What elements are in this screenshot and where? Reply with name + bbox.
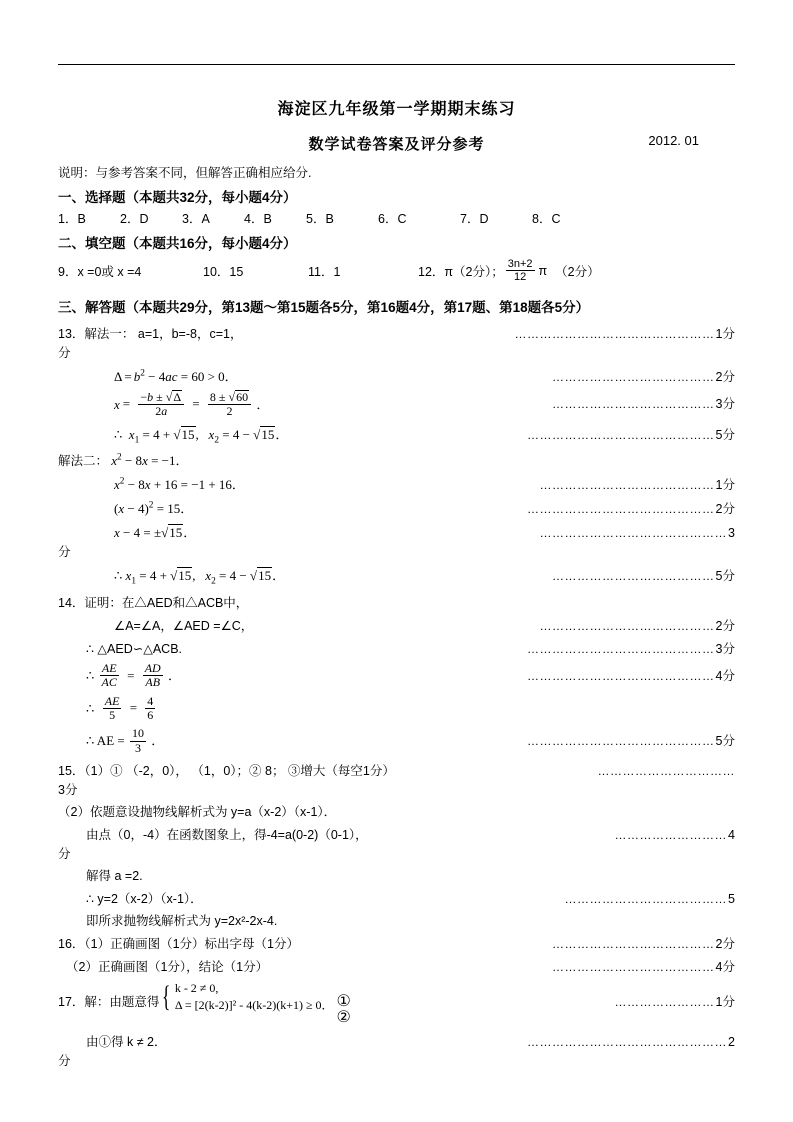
dots: ………………………………… xyxy=(564,892,728,907)
fraction-numerator: AE xyxy=(104,693,120,708)
q13-lead: 13．解法一： a=1，b=-8，c=1， xyxy=(58,326,243,341)
q14-therefore: ∴ xyxy=(86,667,95,683)
circled-1: ① xyxy=(336,992,351,1010)
q17-from-1: 由①得 k ≠ 2． xyxy=(86,1035,167,1050)
q13-score-6: 1分 xyxy=(715,478,735,493)
period: ． xyxy=(167,667,181,683)
dots: ………………………………… xyxy=(552,960,715,975)
q15-expression: ∴ y=2（x-2）（x-1）． xyxy=(86,892,203,907)
fraction-numerator: −b ± √Δ xyxy=(140,389,182,404)
q13-line-4 xyxy=(58,424,735,446)
fraction-numerator: 10 xyxy=(131,726,144,741)
q15-line-4 xyxy=(58,866,735,884)
q13-line-3 xyxy=(58,390,735,419)
dots: ………………………………………… xyxy=(514,326,715,341)
q14-line-4 xyxy=(58,662,735,690)
q13-score-3: 3分 xyxy=(715,397,735,412)
q13-delta-expr: $\Delta = b^2 - 4ac = 60 > 0$． xyxy=(114,368,238,384)
q16-line-2 xyxy=(58,957,735,975)
q14-line-2 xyxy=(58,616,735,634)
fraction-3n2-12 xyxy=(506,258,535,284)
q13-line-6 xyxy=(58,474,735,493)
dots: ………………………………… xyxy=(552,937,715,952)
q15-score-3: 4 xyxy=(728,828,735,843)
q14-similar: ∴ △AED∽△ACB. xyxy=(86,641,183,656)
circled-numbers xyxy=(334,994,351,1028)
system-equations xyxy=(175,980,334,1012)
q13-complete-square: $x^2 - 8x + 16 = -1 + 16$． xyxy=(114,476,245,493)
choice-6: 6．C xyxy=(378,212,407,226)
q13-line-9 xyxy=(58,565,735,587)
q17-line-2 xyxy=(58,1032,735,1050)
dots: ………………………………… xyxy=(552,569,715,584)
q14-angles: ∠A=∠A，∠AED =∠C， xyxy=(114,618,254,633)
q16-part2: （2）正确画图（1分），结论（1分） xyxy=(66,960,269,975)
q14-therefore-2: ∴ xyxy=(86,700,95,716)
q15-solve-a: 解得 a =2. xyxy=(86,869,143,884)
fraction-numerator: AD xyxy=(144,660,161,675)
q15-substitute: 由点（0，-4）在函数图象上，得-4=a(0-2)（0-1）， xyxy=(86,828,368,843)
fraction-denominator: 6 xyxy=(147,708,154,722)
system-eq-1: k - 2 ≠ 0, xyxy=(174,981,219,996)
q17-score-2: 2 xyxy=(728,1035,735,1050)
subtitle-row xyxy=(58,133,735,154)
q13-hang-1: 分 xyxy=(58,345,71,360)
q15-line-3 xyxy=(58,825,735,843)
q13-sqrt-step: x − 4 = ±√15． xyxy=(114,525,197,541)
instructions-note: 说明：与参考答案不同，但解答正确相应给分. xyxy=(58,166,312,180)
system-brace xyxy=(159,980,333,1012)
q15-line-5 xyxy=(58,889,735,907)
dots: …………………… xyxy=(614,994,715,1009)
q15-line-1 xyxy=(58,761,735,779)
fraction-numerator: 8 ± √60 xyxy=(209,389,249,404)
q17-lead: 17．解：由题意得 xyxy=(58,994,160,1009)
period: ． xyxy=(151,733,165,749)
fraction-numerator: 3n+2 xyxy=(507,258,533,270)
q14-prove-lead: 14．证明：在△AED和△ACB中， xyxy=(58,595,249,610)
fill-12-score: （2分） xyxy=(555,264,600,279)
q14-result xyxy=(86,727,164,755)
q17-line-1 xyxy=(58,980,735,1027)
choice-1: 1．B xyxy=(58,212,86,226)
fraction-ae-5 xyxy=(103,695,122,723)
dots: ……………………………………… xyxy=(527,427,715,442)
fill-12: 12．π（2分）； xyxy=(418,264,504,279)
q16-line-1 xyxy=(58,934,735,952)
q13-line-7 xyxy=(58,498,735,517)
q14-line-1 xyxy=(58,593,735,611)
system-eq-2: Δ = [2(k-2)]² - 4(k-2)(k+1) ≥ 0． xyxy=(174,997,334,1012)
section-2-answers xyxy=(58,258,735,284)
quad-value-fraction xyxy=(208,390,251,419)
page-title: 海淀区九年级第一学期期末练习 xyxy=(277,101,516,118)
choice-7: 7．D xyxy=(460,212,489,226)
q15-final: 即所求抛物线解析式为 y=2x²-2x-4. xyxy=(86,914,278,929)
q15-part1-body: （-2，0）， （1，0）；② 8； ③增大（每空1分） xyxy=(126,764,395,779)
q13-line-8 xyxy=(58,522,735,541)
brace-glyph: { xyxy=(162,979,171,1013)
q15-part2: （2）依题意设抛物线解析式为 y=a（x-2）（x-1）． xyxy=(58,805,337,820)
section-1-heading: 一、选择题（本题共32分，每小题4分） xyxy=(58,190,297,205)
fraction-numerator: AE xyxy=(101,660,117,675)
fraction-denominator: 2 xyxy=(208,404,251,418)
q15-part1-lead: 15．（1）① xyxy=(58,764,123,779)
q14-score-2: 2分 xyxy=(715,618,735,633)
circled-2: ② xyxy=(336,1009,351,1027)
q16-score-1: 2分 xyxy=(715,937,735,952)
dots: ………………………………………… xyxy=(527,1035,728,1050)
q15-part1 xyxy=(58,761,395,779)
fraction-10-3 xyxy=(130,727,146,755)
header-rule xyxy=(58,64,735,65)
dots: ……………………………………… xyxy=(527,734,715,749)
q15-line-2 xyxy=(58,802,735,820)
fraction-denominator: AC xyxy=(101,675,117,690)
q14-ratio-1 xyxy=(86,662,181,690)
quad-formula-fraction xyxy=(138,390,184,419)
q17-hang-2: 分 xyxy=(58,1054,71,1069)
fraction-ad-ab xyxy=(143,662,163,690)
q15-hang-3: 分 xyxy=(58,847,71,862)
dots: ……………………… xyxy=(614,828,728,843)
fill-9: 9．x =0或 x =4 xyxy=(58,264,142,279)
q13-hang-8: 分 xyxy=(58,545,71,560)
page-subtitle: 数学试卷答案及评分参考 xyxy=(308,136,485,153)
q13-roots: ∴ $x_1 = 4 + √15$, $x_2 = 4 - √15$． xyxy=(114,426,289,446)
q13-root-formula: x = $\frac{-b \pm √\Delta}{2a}$ = $\frac{8 \pm √60}{2}$ ． xyxy=(114,389,270,419)
q14-line-5 xyxy=(58,695,735,723)
dots: ……………………………………… xyxy=(527,502,715,517)
q13-score-2: 2分 xyxy=(715,369,735,384)
fill-12-pi: π xyxy=(538,263,548,278)
fraction-denominator: 2a xyxy=(138,404,184,418)
section-3-heading: 三、解答题（本题共29分，第13题～第15题各5分，第16题4分，第17题、第18题各5分） xyxy=(58,299,590,315)
choice-2: 2．D xyxy=(120,212,149,226)
q13-line-2 xyxy=(58,366,735,385)
q14-ratio-2 xyxy=(86,695,157,723)
fill-10: 10．15 xyxy=(203,264,244,279)
fraction-4-6 xyxy=(145,695,155,723)
q13-method2: 解法二： $x^2 - 8x = -1$． xyxy=(58,452,189,469)
fraction-denominator: AB xyxy=(143,675,163,689)
q13-score-1: 1分 xyxy=(715,326,735,341)
q13-score-8: 3 xyxy=(728,526,735,541)
q14-ae-lead: ∴ AE = xyxy=(86,733,125,749)
q16-score-2: 4分 xyxy=(715,960,735,975)
choice-4: 4．B xyxy=(244,212,272,226)
dots: ………………………………… xyxy=(552,397,715,412)
q17-score-1: 1分 xyxy=(715,994,735,1009)
q13-score-9: 5分 xyxy=(715,569,735,584)
fraction-denominator: 3 xyxy=(130,741,146,755)
dots: ……………………………………… xyxy=(527,641,715,656)
exam-date: 2012. 01 xyxy=(648,133,699,148)
q14-line-3 xyxy=(58,639,735,657)
q15-score-1: 3分 xyxy=(58,783,78,798)
fill-11: 11．1 xyxy=(308,264,341,279)
choice-3: 3．A xyxy=(182,212,210,226)
q15-score-5: 5 xyxy=(728,892,735,907)
q13-square-form: $(x - 4)^2 = 15$． xyxy=(114,500,194,517)
q16-part1: 16．（1）正确画图（1分）标出字母（1分） xyxy=(58,937,300,952)
dots: ………………………………… xyxy=(552,369,715,384)
equals-sign: = xyxy=(127,667,135,683)
dots: …………………………………… xyxy=(539,618,715,633)
dots: …………………………………… xyxy=(539,478,715,493)
q15-line-6 xyxy=(58,911,735,929)
q14-score-3: 3分 xyxy=(715,641,735,656)
q13-line-5 xyxy=(58,450,735,469)
document-body xyxy=(58,0,735,1069)
fraction-denominator: 5 xyxy=(103,708,122,722)
section-1-answers xyxy=(58,209,735,227)
q13-score-7: 2分 xyxy=(715,502,735,517)
choice-5: 5．B xyxy=(306,212,334,226)
q13-roots-2: ∴ $x_1 = 4 + √15$, $x_2 = 4 - √15$． xyxy=(114,568,286,587)
equals-sign: = xyxy=(129,700,138,716)
q14-score-4: 4分 xyxy=(715,668,735,683)
q13-score-4: 5分 xyxy=(715,427,735,442)
dots: ……………………………………… xyxy=(527,668,715,683)
dots: ……………………………………… xyxy=(539,526,728,541)
q13-line-1 xyxy=(58,324,735,342)
choice-8: 8．C xyxy=(532,212,561,226)
q14-line-6 xyxy=(58,727,735,755)
fraction-denominator: 12 xyxy=(506,270,535,283)
section-2-heading: 二、填空题（本题共16分，每小题4分） xyxy=(58,236,297,251)
q14-score-6: 5分 xyxy=(715,734,735,749)
fraction-ae-ac xyxy=(100,662,119,690)
fraction-numerator: 4 xyxy=(147,693,154,708)
dots: …………………………… xyxy=(597,764,735,779)
